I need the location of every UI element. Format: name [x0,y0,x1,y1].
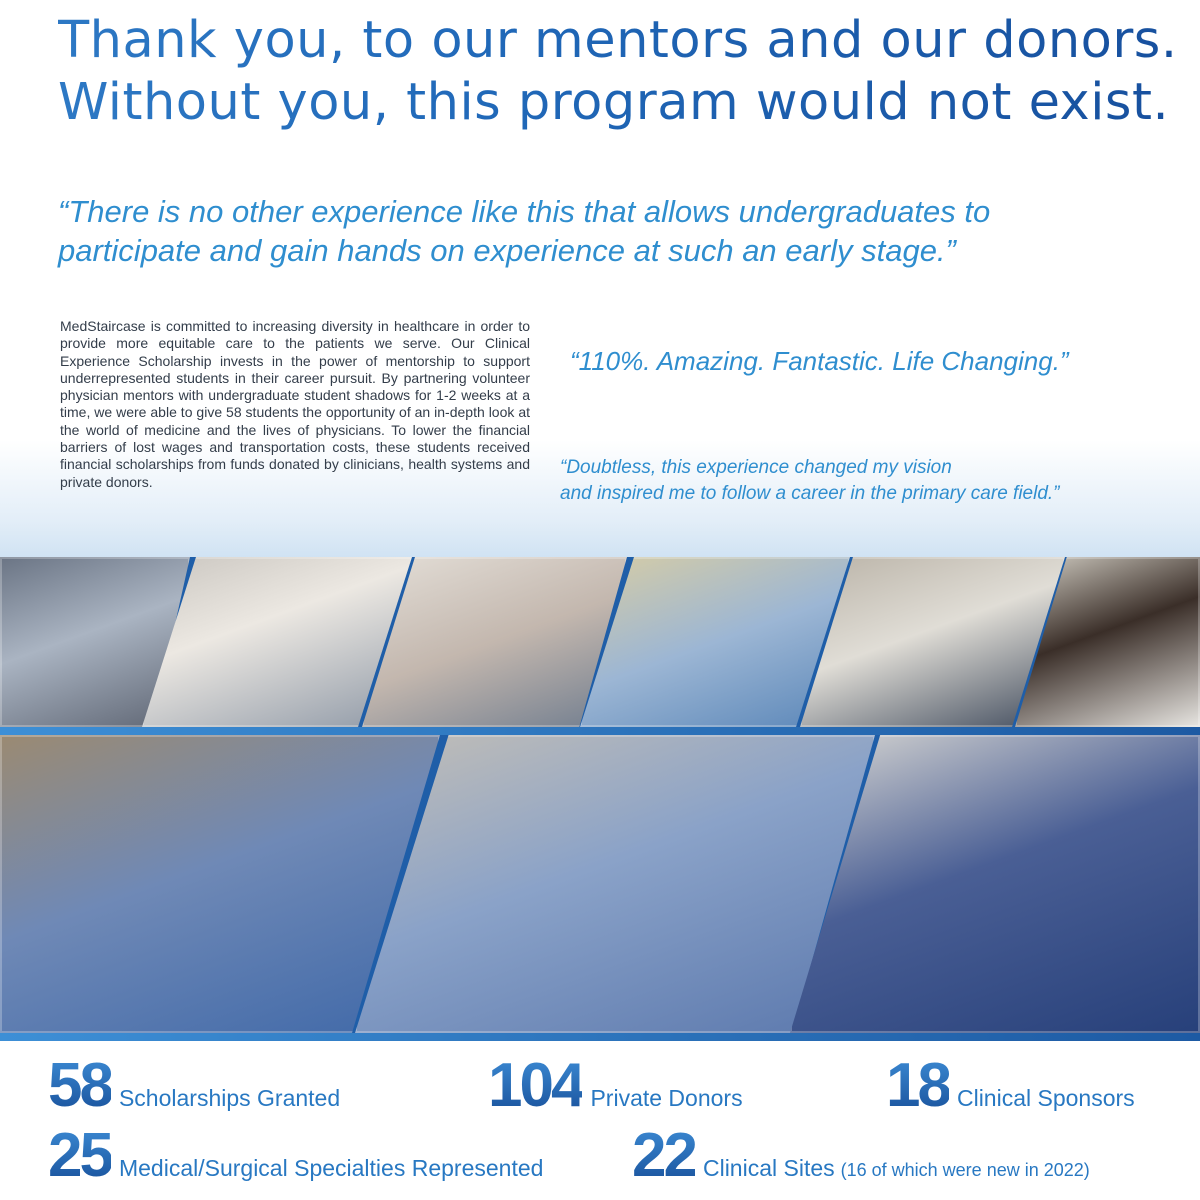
blue-divider-stripe [0,727,1200,735]
stat-number: 104 [488,1051,583,1120]
stat-label: Medical/Surgical Specialties Represented [118,1155,544,1181]
stat-number: 22 [632,1121,695,1190]
stat-label: Clinical Sponsors [956,1085,1135,1111]
stat-clinical-sponsors [886,1050,1135,1121]
title-line-1: Thank you, to our mentors and our donors. [58,11,1178,70]
featured-quote-line-1: “There is no other experience like this that allows undergraduates to [58,194,991,229]
stat-clinical-sites [632,1120,1090,1191]
photo-care-team-group [355,735,875,1033]
stat-specialties [48,1120,543,1191]
photo-collage-bottom-row [0,735,1200,1033]
featured-quote [58,192,1178,270]
title-line-2: Without you, this program would not exist. [58,73,1170,132]
stat-label: Private Donors [590,1085,743,1111]
stat-scholarships [48,1050,340,1121]
page-title [58,10,1178,134]
stat-label: Scholarships Granted [118,1085,341,1111]
student-quote-career-line-1: “Doubtless, this experience changed my vision [560,457,952,478]
stat-number: 25 [48,1121,111,1190]
photo-collage-top-row [0,557,1200,727]
student-quote-short: “110%. Amazing. Fantastic. Life Changing.” [570,346,1069,376]
blue-divider-stripe-bottom [0,1033,1200,1041]
featured-quote-line-2: participate and gain hands on experience at such an early stage.” [58,233,956,268]
student-quote-career-line-2: and inspired me to follow a career in the primary care field.” [560,483,1060,504]
stat-number: 58 [48,1051,111,1120]
stat-note: (16 of which were new in 2022) [840,1160,1090,1180]
program-description: MedStaircase is committed to increasing diversity in healthcare in order to provide more equitable care to the patients we serve. Our Clinical Experience Scholarship invests in the power of mentorship to support underrepresented students in their career pursuit. By partnering volunteer physician mentors with undergraduate student shadows for 1-2 weeks at a time, we were able to give 58 students the opportunity of an in-depth look at the world of medicine and the lives of physicians. To lower the financial barriers of lost wages and transportation costs, these students received financial scholarships from funds donated by clinicians, health systems and private donors. [60,318,530,490]
stat-label: Clinical Sites [702,1155,835,1181]
stat-number: 18 [886,1051,949,1120]
stat-private-donors [488,1050,743,1121]
student-quote-career [560,455,1180,507]
